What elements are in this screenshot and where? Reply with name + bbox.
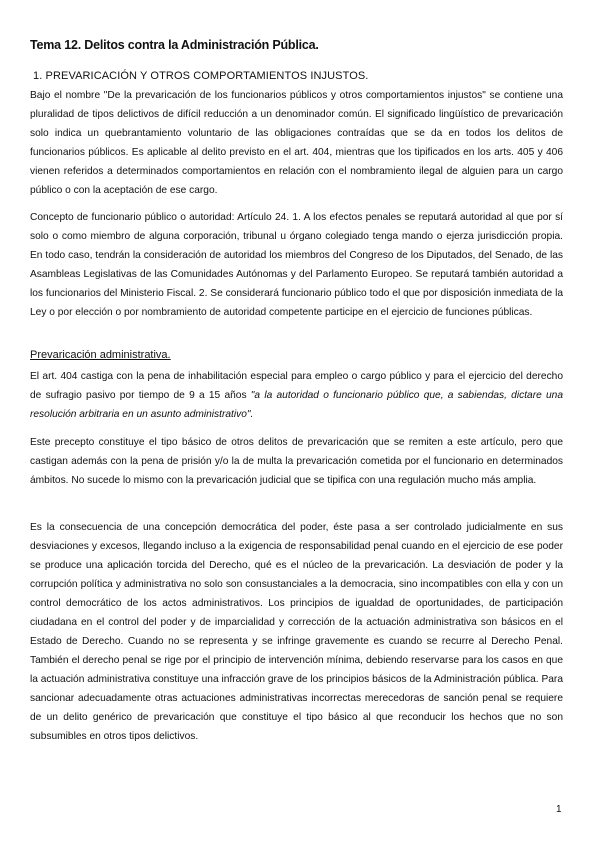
section-heading: 1. PREVARICACIÓN Y OTROS COMPORTAMIENTOS INJUSTOS. xyxy=(33,70,369,82)
paragraph-art-404-text: El art. 404 castiga con la pena de inhabilitación especial para empleo o cargo público y para el ejercicio del derecho de sufragio pasivo por tiempo de 9 a 15 años xyxy=(30,371,563,401)
paragraph-intro: Bajo el nombre "De la prevaricación de los funcionarios públicos y otros comportamientos injustos" se contiene una pluralidad de tipos delictivos de difícil reducción a un denominador común. El significado lingüístico de prevaricación solo indica un quebrantamiento voluntario de las obligaciones contraídas que se da en todos los delitos de funcionarios públicos. Es aplicable al delito previsto en el art. 404, mientras que los tipificados en los arts. 405 y 406 vienen referidos a determinados comportamientos en relación con el nombramiento ilegal de alguien para un cargo público o con la aceptación de ese cargo. xyxy=(30,90,563,196)
paragraph-art-404 xyxy=(30,367,563,424)
paragraph-concepcion-democratica: Es la consecuencia de una concepción democrática del poder, éste pasa a ser controlado judicialmente en sus desviaciones y excesos, llegando incluso a la exigencia de responsabilidad penal cuando en el ejercicio de ese poder se produce una aplicación torcida del Derecho, qué es el núcleo de la prevaricación. La desviación de poder y la corrupción política y administrativa no solo son consustanciales a la democracia, sino incompatibles con ella y con un control democrático de los actos administrativos. Los principios de igualdad de oportunidades, de participación ciudadana en el control del poder y de imparcialidad y corrección de la actuación administrativa son básicos en el Estado de Derecho. Cuando no se representa y se infringe gravemente es cuando se recurre al Derecho Penal. También el derecho penal se rige por el principio de intervención mínima, debiendo reservarse para los casos en que la actuación administrativa constituye una infracción grave de los principios básicos de la Administración pública. Para sancionar adecuadamente otras actuaciones administrativas incorrectas merecedoras de sanción penal se requiere de un delito genérico de prevaricación que constituye el tipo básico al que reconducir los hechos que no son subsumibles en otros tipos delictivos. xyxy=(30,522,563,742)
paragraph-concepto-funcionario: Concepto de funcionario público o autoridad: Artículo 24. 1. A los efectos penales se reputará autoridad al que por sí solo o como miembro de alguna corporación, tribunal u órgano colegiado tenga mando o ejerza jurisdicción propia. En todo caso, tendrán la consideración de autoridad los miembros del Congreso de los Diputados, del Senado, de las Asambleas Legislativas de las Comunidades Autónomas y del Parlamento Europeo. Se reputará también autoridad a los funcionarios del Ministerio Fiscal. 2. Se considerará funcionario público todo el que por disposición inmediata de la Ley o por elección o por nombramiento de autoridad competente participe en el ejercicio de funciones públicas. xyxy=(30,212,563,318)
document-title: Tema 12. Delitos contra la Administración Pública. xyxy=(30,38,319,52)
page-number: 1 xyxy=(556,804,562,815)
subheading-prevaricacion-administrativa: Prevaricación administrativa. xyxy=(30,349,171,361)
paragraph-art-404-quote: "a la autoridad o funcionario público que, a sabiendas, dictare una resolución arbitraria en un asunto administrativo". xyxy=(30,390,563,420)
paragraph-tipo-basico: Este precepto constituye el tipo básico de otros delitos de prevaricación que se remiten a este artículo, pero que castigan además con la pena de prisión y/o la de multa la prevaricación cometida por el funcionario en determinados ámbitos. No sucede lo mismo con la prevaricación judicial que se tipifica con una regulación mucho más amplia. xyxy=(30,437,563,486)
